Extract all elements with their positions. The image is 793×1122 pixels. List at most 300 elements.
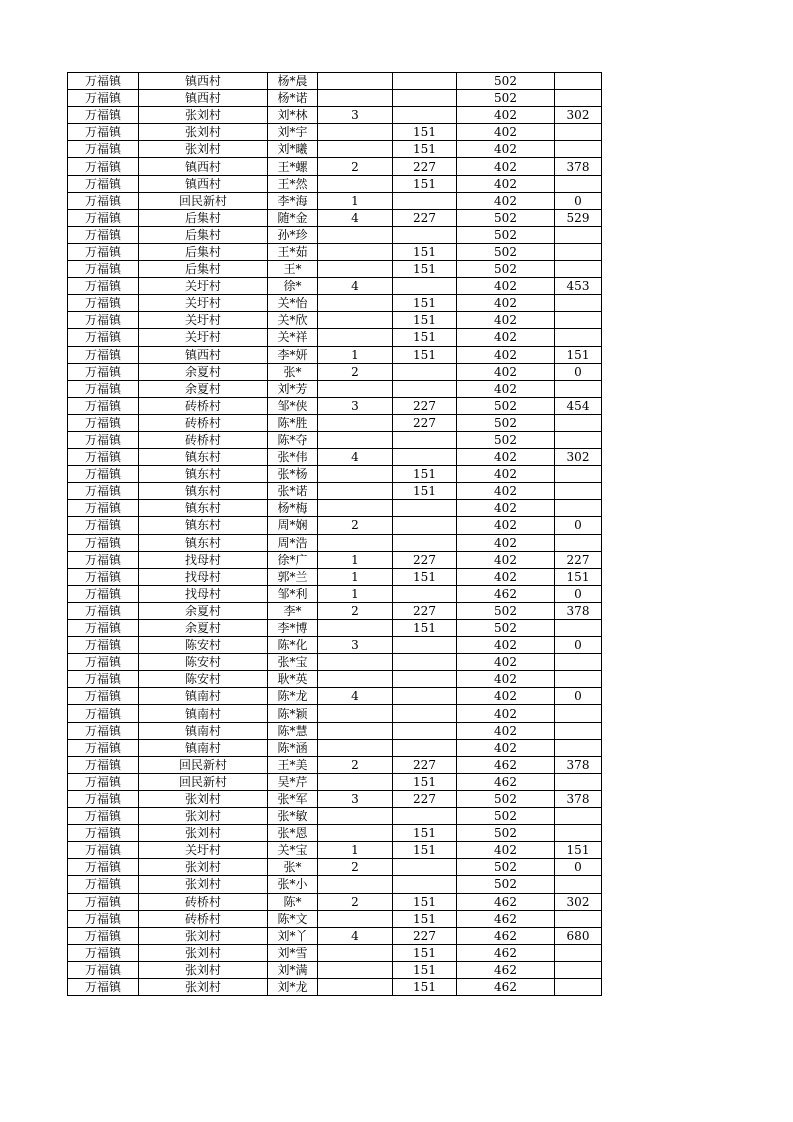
town-cell: 万福镇: [68, 107, 139, 124]
town-cell: 万福镇: [68, 243, 139, 260]
amount-b-cell: 402: [457, 449, 555, 466]
amount-b-cell: 502: [457, 414, 555, 431]
household-count-cell: 1: [318, 346, 393, 363]
town-cell: 万福镇: [68, 209, 139, 226]
name-cell: 张*诺: [268, 483, 318, 500]
table-row: [68, 517, 602, 534]
amount-b-cell: 402: [457, 705, 555, 722]
household-count-cell: 4: [318, 449, 393, 466]
household-count-cell: [318, 124, 393, 141]
amount-b-cell: 462: [457, 961, 555, 978]
household-count-cell: 1: [318, 192, 393, 209]
table-row: [68, 978, 602, 995]
village-cell: 张刘村: [139, 141, 268, 158]
name-cell: 刘*宇: [268, 124, 318, 141]
name-cell: 陈*胜: [268, 414, 318, 431]
table-row: [68, 688, 602, 705]
village-cell: 找母村: [139, 568, 268, 585]
amount-a-cell: 151: [393, 910, 457, 927]
total-cell: [555, 654, 602, 671]
table-row: [68, 414, 602, 431]
amount-b-cell: 402: [457, 175, 555, 192]
household-count-cell: [318, 961, 393, 978]
amount-a-cell: 151: [393, 568, 457, 585]
amount-a-cell: [393, 654, 457, 671]
village-cell: 后集村: [139, 226, 268, 243]
amount-b-cell: 402: [457, 739, 555, 756]
household-count-cell: 3: [318, 397, 393, 414]
household-count-cell: [318, 722, 393, 739]
table-row: [68, 808, 602, 825]
name-cell: 张*小: [268, 876, 318, 893]
town-cell: 万福镇: [68, 739, 139, 756]
total-cell: [555, 808, 602, 825]
amount-a-cell: 151: [393, 329, 457, 346]
table-row: [68, 295, 602, 312]
household-count-cell: [318, 243, 393, 260]
table-row: [68, 790, 602, 807]
table-row: [68, 534, 602, 551]
household-count-cell: [318, 329, 393, 346]
household-count-cell: [318, 380, 393, 397]
amount-a-cell: 151: [393, 773, 457, 790]
amount-b-cell: 462: [457, 944, 555, 961]
name-cell: 耿*英: [268, 671, 318, 688]
table-row: [68, 124, 602, 141]
table-row: [68, 107, 602, 124]
town-cell: 万福镇: [68, 363, 139, 380]
amount-b-cell: 402: [457, 722, 555, 739]
amount-a-cell: [393, 705, 457, 722]
amount-b-cell: 402: [457, 346, 555, 363]
table-row: [68, 397, 602, 414]
name-cell: 陈*文: [268, 910, 318, 927]
household-count-cell: [318, 295, 393, 312]
total-cell: [555, 671, 602, 688]
town-cell: 万福镇: [68, 944, 139, 961]
amount-b-cell: 502: [457, 790, 555, 807]
amount-b-cell: 402: [457, 500, 555, 517]
total-cell: [555, 500, 602, 517]
amount-a-cell: 227: [393, 158, 457, 175]
total-cell: 302: [555, 107, 602, 124]
household-count-cell: 3: [318, 790, 393, 807]
town-cell: 万福镇: [68, 637, 139, 654]
name-cell: 徐*广: [268, 551, 318, 568]
town-cell: 万福镇: [68, 312, 139, 329]
name-cell: 刘*满: [268, 961, 318, 978]
household-count-cell: 2: [318, 602, 393, 619]
name-cell: 张*杨: [268, 466, 318, 483]
amount-a-cell: [393, 808, 457, 825]
household-count-cell: 2: [318, 893, 393, 910]
village-cell: 镇南村: [139, 739, 268, 756]
amount-a-cell: 151: [393, 312, 457, 329]
household-count-cell: [318, 73, 393, 90]
amount-a-cell: [393, 739, 457, 756]
town-cell: 万福镇: [68, 141, 139, 158]
total-cell: [555, 329, 602, 346]
total-cell: [555, 739, 602, 756]
table-row: [68, 346, 602, 363]
amount-a-cell: 151: [393, 978, 457, 995]
amount-a-cell: 227: [393, 756, 457, 773]
town-cell: 万福镇: [68, 483, 139, 500]
town-cell: 万福镇: [68, 73, 139, 90]
village-cell: 张刘村: [139, 927, 268, 944]
household-count-cell: 4: [318, 278, 393, 295]
town-cell: 万福镇: [68, 278, 139, 295]
household-count-cell: [318, 500, 393, 517]
amount-b-cell: 502: [457, 431, 555, 448]
total-cell: [555, 380, 602, 397]
amount-b-cell: 462: [457, 910, 555, 927]
name-cell: 张*军: [268, 790, 318, 807]
amount-a-cell: [393, 534, 457, 551]
name-cell: 周*浩: [268, 534, 318, 551]
village-cell: 镇南村: [139, 722, 268, 739]
amount-a-cell: [393, 73, 457, 90]
village-cell: 张刘村: [139, 107, 268, 124]
household-count-cell: 2: [318, 859, 393, 876]
town-cell: 万福镇: [68, 756, 139, 773]
village-cell: 砖桥村: [139, 431, 268, 448]
village-cell: 镇西村: [139, 90, 268, 107]
name-cell: 关*宝: [268, 842, 318, 859]
household-count-cell: [318, 876, 393, 893]
amount-b-cell: 502: [457, 602, 555, 619]
town-cell: 万福镇: [68, 585, 139, 602]
amount-b-cell: 402: [457, 107, 555, 124]
amount-b-cell: 402: [457, 141, 555, 158]
name-cell: 刘*芳: [268, 380, 318, 397]
amount-a-cell: [393, 688, 457, 705]
total-cell: 0: [555, 192, 602, 209]
table-row: [68, 449, 602, 466]
amount-a-cell: [393, 226, 457, 243]
village-cell: 镇西村: [139, 158, 268, 175]
village-cell: 陈安村: [139, 654, 268, 671]
amount-b-cell: 402: [457, 688, 555, 705]
table-row: [68, 209, 602, 226]
household-count-cell: 1: [318, 585, 393, 602]
town-cell: 万福镇: [68, 825, 139, 842]
name-cell: 关*欣: [268, 312, 318, 329]
total-cell: [555, 722, 602, 739]
household-count-cell: [318, 431, 393, 448]
amount-a-cell: 227: [393, 790, 457, 807]
total-cell: [555, 261, 602, 278]
town-cell: 万福镇: [68, 380, 139, 397]
amount-a-cell: [393, 431, 457, 448]
town-cell: 万福镇: [68, 534, 139, 551]
village-cell: 镇东村: [139, 483, 268, 500]
total-cell: [555, 466, 602, 483]
name-cell: 李*海: [268, 192, 318, 209]
village-cell: 关圩村: [139, 329, 268, 346]
total-cell: 378: [555, 602, 602, 619]
household-count-cell: [318, 414, 393, 431]
name-cell: 关*怡: [268, 295, 318, 312]
town-cell: 万福镇: [68, 466, 139, 483]
amount-a-cell: 151: [393, 620, 457, 637]
total-cell: [555, 978, 602, 995]
town-cell: 万福镇: [68, 397, 139, 414]
village-cell: 镇西村: [139, 175, 268, 192]
amount-a-cell: 151: [393, 141, 457, 158]
village-cell: 张刘村: [139, 978, 268, 995]
total-cell: [555, 295, 602, 312]
household-count-cell: [318, 483, 393, 500]
amount-a-cell: 151: [393, 893, 457, 910]
town-cell: 万福镇: [68, 124, 139, 141]
name-cell: 王*然: [268, 175, 318, 192]
table-row: [68, 73, 602, 90]
town-cell: 万福镇: [68, 90, 139, 107]
name-cell: 杨*晨: [268, 73, 318, 90]
total-cell: 302: [555, 893, 602, 910]
table-row: [68, 312, 602, 329]
town-cell: 万福镇: [68, 876, 139, 893]
village-cell: 镇东村: [139, 517, 268, 534]
amount-a-cell: [393, 585, 457, 602]
village-cell: 镇西村: [139, 73, 268, 90]
town-cell: 万福镇: [68, 295, 139, 312]
household-count-cell: [318, 825, 393, 842]
household-count-cell: [318, 654, 393, 671]
total-cell: [555, 141, 602, 158]
town-cell: 万福镇: [68, 192, 139, 209]
village-cell: 张刘村: [139, 808, 268, 825]
amount-b-cell: 402: [457, 568, 555, 585]
amount-a-cell: [393, 449, 457, 466]
total-cell: 0: [555, 363, 602, 380]
amount-b-cell: 402: [457, 551, 555, 568]
village-cell: 回民新村: [139, 773, 268, 790]
table-row: [68, 876, 602, 893]
village-cell: 镇南村: [139, 688, 268, 705]
amount-a-cell: 151: [393, 842, 457, 859]
village-cell: 张刘村: [139, 961, 268, 978]
table-row: [68, 380, 602, 397]
amount-b-cell: 402: [457, 466, 555, 483]
name-cell: 李*妍: [268, 346, 318, 363]
village-cell: 陈安村: [139, 671, 268, 688]
town-cell: 万福镇: [68, 568, 139, 585]
amount-a-cell: 227: [393, 551, 457, 568]
town-cell: 万福镇: [68, 346, 139, 363]
amount-b-cell: 402: [457, 380, 555, 397]
name-cell: 邹*利: [268, 585, 318, 602]
village-cell: 关圩村: [139, 312, 268, 329]
total-cell: 151: [555, 842, 602, 859]
name-cell: 张*伟: [268, 449, 318, 466]
table-row: [68, 602, 602, 619]
town-cell: 万福镇: [68, 226, 139, 243]
name-cell: 陈*涵: [268, 739, 318, 756]
name-cell: 刘*龙: [268, 978, 318, 995]
town-cell: 万福镇: [68, 620, 139, 637]
total-cell: [555, 226, 602, 243]
village-cell: 张刘村: [139, 876, 268, 893]
amount-b-cell: 402: [457, 312, 555, 329]
village-cell: 回民新村: [139, 192, 268, 209]
total-cell: [555, 620, 602, 637]
total-cell: 0: [555, 859, 602, 876]
town-cell: 万福镇: [68, 790, 139, 807]
name-cell: 邹*侠: [268, 397, 318, 414]
village-cell: 张刘村: [139, 825, 268, 842]
table-row: [68, 568, 602, 585]
total-cell: [555, 414, 602, 431]
village-cell: 砖桥村: [139, 397, 268, 414]
table-row: [68, 842, 602, 859]
table-row: [68, 466, 602, 483]
household-count-cell: 2: [318, 756, 393, 773]
town-cell: 万福镇: [68, 449, 139, 466]
town-cell: 万福镇: [68, 893, 139, 910]
village-cell: 镇东村: [139, 449, 268, 466]
name-cell: 王*: [268, 261, 318, 278]
table-row: [68, 961, 602, 978]
amount-a-cell: [393, 517, 457, 534]
amount-b-cell: 502: [457, 808, 555, 825]
name-cell: 杨*诺: [268, 90, 318, 107]
total-cell: [555, 73, 602, 90]
village-cell: 砖桥村: [139, 910, 268, 927]
amount-b-cell: 502: [457, 73, 555, 90]
table-row: [68, 158, 602, 175]
town-cell: 万福镇: [68, 722, 139, 739]
name-cell: 陈*夺: [268, 431, 318, 448]
village-cell: 砖桥村: [139, 893, 268, 910]
household-count-cell: 3: [318, 107, 393, 124]
name-cell: 张*恩: [268, 825, 318, 842]
amount-a-cell: 227: [393, 209, 457, 226]
household-count-cell: [318, 705, 393, 722]
amount-a-cell: 151: [393, 295, 457, 312]
table-row: [68, 551, 602, 568]
amount-b-cell: 402: [457, 295, 555, 312]
amount-a-cell: [393, 671, 457, 688]
village-cell: 张刘村: [139, 859, 268, 876]
table-row: [68, 637, 602, 654]
amount-a-cell: 227: [393, 602, 457, 619]
name-cell: 张*敏: [268, 808, 318, 825]
name-cell: 陈*龙: [268, 688, 318, 705]
town-cell: 万福镇: [68, 551, 139, 568]
household-count-cell: [318, 808, 393, 825]
table-row: [68, 329, 602, 346]
amount-a-cell: 227: [393, 397, 457, 414]
village-cell: 后集村: [139, 243, 268, 260]
amount-a-cell: 227: [393, 414, 457, 431]
total-cell: 453: [555, 278, 602, 295]
total-cell: 529: [555, 209, 602, 226]
total-cell: [555, 910, 602, 927]
name-cell: 刘*丫: [268, 927, 318, 944]
amount-a-cell: [393, 722, 457, 739]
table-row: [68, 620, 602, 637]
village-cell: 余夏村: [139, 620, 268, 637]
village-cell: 镇西村: [139, 346, 268, 363]
village-cell: 余夏村: [139, 602, 268, 619]
household-count-cell: [318, 141, 393, 158]
amount-a-cell: 151: [393, 944, 457, 961]
amount-a-cell: 151: [393, 175, 457, 192]
town-cell: 万福镇: [68, 414, 139, 431]
amount-b-cell: 402: [457, 637, 555, 654]
town-cell: 万福镇: [68, 961, 139, 978]
amount-a-cell: 151: [393, 261, 457, 278]
town-cell: 万福镇: [68, 688, 139, 705]
table-row: [68, 141, 602, 158]
total-cell: 0: [555, 688, 602, 705]
amount-b-cell: 502: [457, 209, 555, 226]
village-cell: 找母村: [139, 585, 268, 602]
table-row: [68, 585, 602, 602]
amount-b-cell: 462: [457, 978, 555, 995]
town-cell: 万福镇: [68, 842, 139, 859]
amount-b-cell: 402: [457, 483, 555, 500]
amount-b-cell: 402: [457, 278, 555, 295]
name-cell: 陈*化: [268, 637, 318, 654]
town-cell: 万福镇: [68, 602, 139, 619]
total-cell: 680: [555, 927, 602, 944]
total-cell: [555, 243, 602, 260]
total-cell: [555, 312, 602, 329]
total-cell: [555, 534, 602, 551]
total-cell: 378: [555, 158, 602, 175]
household-count-cell: [318, 175, 393, 192]
amount-b-cell: 402: [457, 671, 555, 688]
amount-b-cell: 502: [457, 243, 555, 260]
name-cell: 徐*: [268, 278, 318, 295]
total-cell: 302: [555, 449, 602, 466]
table-row: [68, 483, 602, 500]
household-count-cell: [318, 466, 393, 483]
amount-b-cell: 402: [457, 158, 555, 175]
name-cell: 刘*雪: [268, 944, 318, 961]
town-cell: 万福镇: [68, 175, 139, 192]
name-cell: 孙*珍: [268, 226, 318, 243]
amount-b-cell: 502: [457, 876, 555, 893]
total-cell: 151: [555, 568, 602, 585]
name-cell: 王*美: [268, 756, 318, 773]
name-cell: 郭*兰: [268, 568, 318, 585]
table-body: [68, 73, 602, 996]
household-count-cell: [318, 978, 393, 995]
village-cell: 余夏村: [139, 363, 268, 380]
amount-b-cell: 502: [457, 226, 555, 243]
name-cell: 张*宝: [268, 654, 318, 671]
table-row: [68, 910, 602, 927]
town-cell: 万福镇: [68, 859, 139, 876]
table-row: [68, 278, 602, 295]
total-cell: [555, 175, 602, 192]
name-cell: 陈*慧: [268, 722, 318, 739]
household-count-cell: [318, 773, 393, 790]
total-cell: 0: [555, 585, 602, 602]
table-row: [68, 739, 602, 756]
village-cell: 关圩村: [139, 278, 268, 295]
household-count-cell: [318, 534, 393, 551]
household-count-cell: 4: [318, 927, 393, 944]
total-cell: 454: [555, 397, 602, 414]
village-cell: 张刘村: [139, 124, 268, 141]
table-row: [68, 705, 602, 722]
village-cell: 镇南村: [139, 705, 268, 722]
